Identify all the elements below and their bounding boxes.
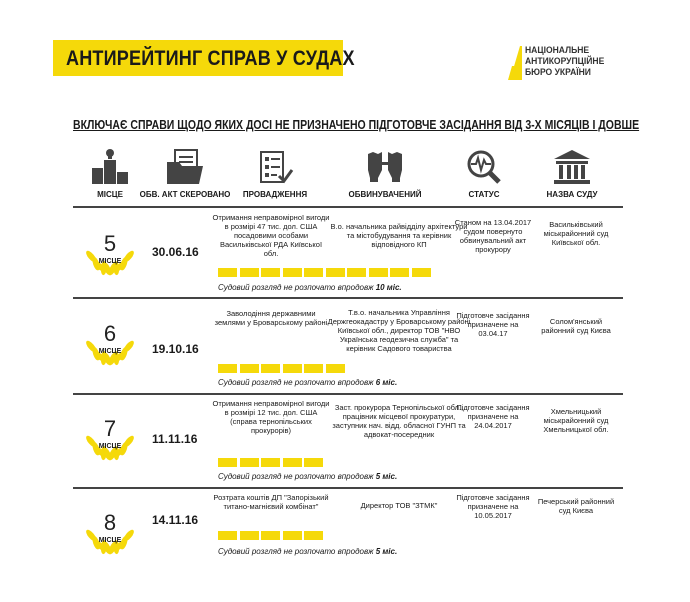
month-bar-segment [304,364,323,373]
folder-icon [165,148,205,186]
rank-badge [80,511,140,544]
column-header-status: СТАТУС [468,190,500,199]
duration-note-value: 6 міс. [375,378,398,387]
subtitle: ВКЛЮЧАЄ СПРАВИ ЩОДО ЯКИХ ДОСІ НЕ ПРИЗНАЧЕНО ПІДГОТОВЧЕ ЗАСІДАННЯ ВІД 3-Х МІСЯЦІВ І ДОВШЕ [73,118,640,132]
row-divider [73,487,623,489]
court-name: Васильківський міськрайонний суд Київської обл. [543,220,609,247]
status-text: Підготовче засідання призначене на 24.04.2017 [456,403,530,430]
month-bar-segment [218,458,237,467]
duration-note-value: 5 міс. [375,472,398,481]
duration-note [218,283,402,292]
status-text: Підготовче засідання призначене на 10.05.2017 [456,493,530,520]
month-bar-segment [218,268,237,277]
status-text: Станом на 13.04.2017 судом повернуто обвинувальний акт прокурору [454,218,532,254]
column-header-accused: ОБВИНУВАЧЕНИЙ [348,190,422,199]
case-description: Заволодіння державними землями у Броварському районі [214,309,328,327]
court-name: Солом'янський районний суд Києва [541,317,611,335]
duration-note-value: 10 міс. [375,283,402,292]
column-header-date: ОБВ. АКТ СКЕРОВАНО [139,190,231,199]
duration-note-prefix: Судовий розгляд не розпочато впродовж [218,378,374,387]
month-bar-segment [304,458,323,467]
row-divider [73,206,623,208]
nabu-logo-icon [508,46,522,80]
accused-description: Т.в.о. начальника Управління Держгеокадастру у Броварському районі Київської обл., директор ТОВ "НВО Українська геодезична служба" та керівник Садового товариства [327,308,471,353]
logo-line: БЮРО УКРАЇНИ [525,67,591,78]
podium-icon [90,148,130,186]
month-bar-segment [261,364,280,373]
month-bar-segment [369,268,388,277]
month-bar-segment [347,268,366,277]
case-description: Отримання неправомірної вигоди в розмірі 47 тис. дол. США посадовими особами Васильківської РДА Київської обл. [212,213,330,258]
month-bar-segment [240,458,259,467]
courthouse-icon [552,148,592,186]
duration-note-value: 5 міс. [375,547,398,556]
rank-badge [80,232,140,265]
rank-badge [80,322,140,355]
rank-number: 8 [103,510,117,535]
rank-number: 7 [103,416,117,441]
referral-date: 14.11.16 [152,513,199,527]
accused-description: Директор ТОВ "ЗТМК" [360,501,438,510]
column-header-place: МІСЦЕ [97,190,123,199]
month-bar-segment [390,268,409,277]
magnifier-pulse-icon [464,148,504,186]
month-bar-segment [261,268,280,277]
month-bar-segment [218,364,237,373]
rank-number: 6 [103,321,117,346]
referral-date: 11.11.16 [152,432,198,446]
rank-number: 5 [103,231,117,256]
court-name: Печерський районний суд Києва [537,497,615,515]
month-bar-segment [304,531,323,540]
logo-line: НАЦІОНАЛЬНЕ [525,45,590,56]
column-header-case: ПРОВАДЖЕННЯ [242,190,308,199]
duration-note [218,547,397,556]
handcuffs-icon [365,148,405,186]
case-description: Отримання неправомірної вигоди в розмірі 12 тис. дол. США (справа тернопільських прокурорів) [212,399,330,435]
month-bar-segment [261,531,280,540]
month-bar-segment [240,364,259,373]
month-bar-segment [240,531,259,540]
month-bar-segment [240,268,259,277]
duration-note-prefix: Судовий розгляд не розпочато впродовж [218,547,374,556]
case-description: Розтрата коштів ДП "Запорізький титано-магнієвий комбінат" [213,493,329,511]
column-header-court: НАЗВА СУДУ [546,190,598,199]
month-bar-segment [261,458,280,467]
court-name: Хмельницький міськрайонний суд Хмельницької обл. [543,407,609,434]
checklist-icon [255,148,295,186]
page-title: АНТИРЕЙТИНГ СПРАВ У СУДАХ [66,47,355,70]
rank-label: МІСЦЕ [98,258,122,265]
duration-note-prefix: Судовий розгляд не розпочато впродовж [218,472,374,481]
month-bar-segment [218,531,237,540]
month-bar-segment [283,268,302,277]
month-bar-segment [283,531,302,540]
month-bar-segment [283,364,302,373]
rank-badge [80,417,140,450]
duration-note-prefix: Судовий розгляд не розпочато впродовж [218,283,374,292]
month-bar-segment [304,268,323,277]
rank-label: МІСЦЕ [98,537,122,544]
month-bar-segment [326,268,345,277]
duration-note [218,472,397,481]
status-text: Підготовче засідання призначене на 03.04.17 [456,311,530,338]
month-bar-segment [412,268,431,277]
referral-date: 30.06.16 [152,245,199,259]
duration-note [218,378,397,387]
rank-label: МІСЦЕ [98,348,122,355]
row-divider [73,297,623,299]
month-bar-segment [283,458,302,467]
row-divider [73,393,623,395]
logo-line: АНТИКОРУПЦІЙНЕ [525,56,605,67]
accused-description: В.о. начальника райвідділу архітектури та містобудування та керівник відповідного КП [330,222,468,249]
referral-date: 19.10.16 [152,342,199,356]
rank-label: МІСЦЕ [98,443,122,450]
logo-text [525,45,604,78]
accused-description: Заст. прокурора Тернопільської обл., працівник місцевої прокуратури, заступник нач. відд. обласної ГУНП та адвокат-посередник [332,403,466,439]
month-bar-segment [326,364,345,373]
